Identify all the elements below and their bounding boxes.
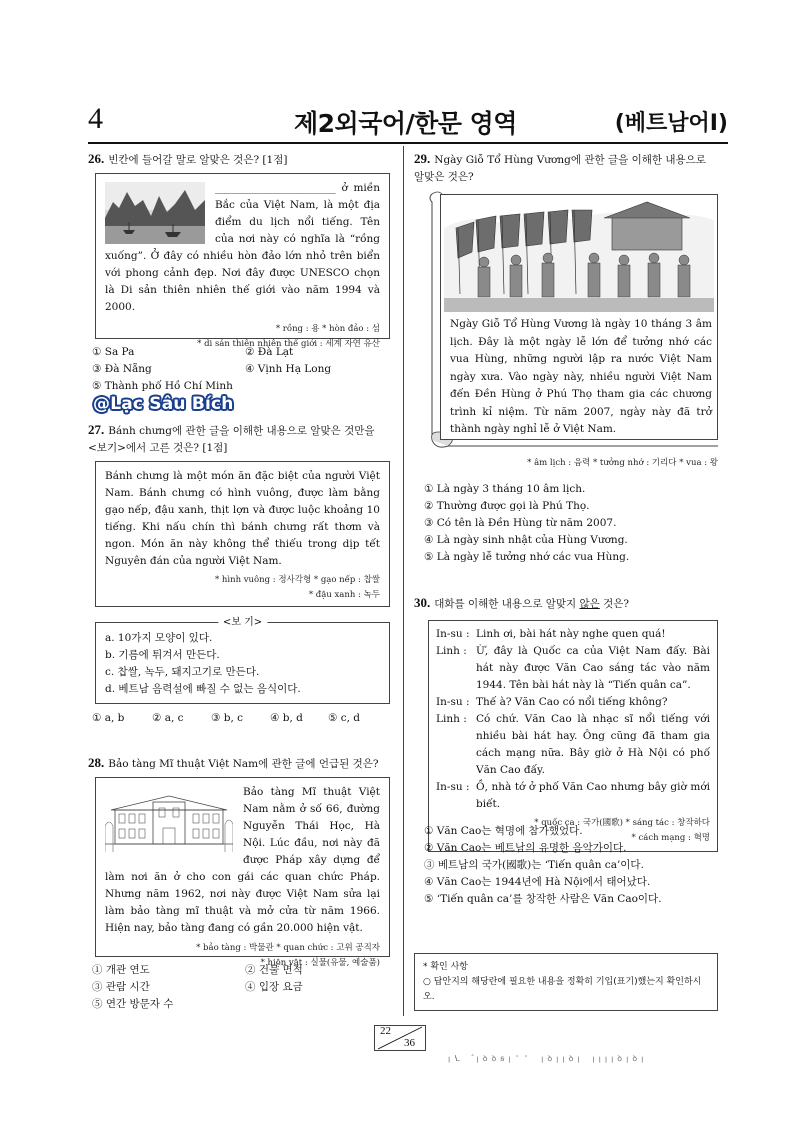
q26-option-2[interactable]: ② Đà Lạt <box>245 346 294 358</box>
fraction-slash-icon <box>374 1025 426 1051</box>
q27-passage-text: Bánh chưng là một món ăn đặc biệt của người Việt Nam. Bánh chưng có hình vuông, được làm bằng gạo nếp, đậu xanh, thịt lợn và được luộc khoảng 10 tiếng. Khi nấu chín thì bánh chưng rất thơm và ngon. Món ăn này không thể thiếu trong dịp tết Nguyên đán của người Việt Nam. <box>105 470 380 567</box>
exam-title: 제2외국어/한문 영역 <box>294 109 517 138</box>
q27-gloss-1: * hình vuông : 정사각형 * gạo nếp : 찹쌀 <box>214 575 380 585</box>
q27-option-3[interactable]: ③ b, c <box>211 712 244 724</box>
q27-bogi-b: b. 기름에 튀겨서 만든다. <box>105 649 220 661</box>
q30-option-2[interactable]: ② Văn Cao는 베트남의 유명한 음악가이다. <box>424 842 627 854</box>
notice-box <box>414 953 718 1011</box>
dialog-text: Ừ, đây là Quốc ca của Việt Nam đấy. Bài hát này được Văn Cao sáng tác vào năm 1944. Tên bài hát này là “Tiến quân ca”. <box>476 645 710 691</box>
q29-number: 29. <box>414 151 431 166</box>
dialog-line <box>436 694 710 711</box>
dialog-text: Có chứ. Văn Cao là nhạc sĩ nổi tiếng với nhiều bài hát hay. Ông cũng đã tham gia cách mạng nữa. Bây giờ ở Hà Nội có phố Văn Cao đấy. <box>476 713 710 776</box>
q29-prompt: 29. Ngày Giỗ Tổ Hùng Vương에 관한 글을 이해한 내용으로 알맞은 것은? <box>414 151 706 183</box>
q29-option-2[interactable]: ② Thường được gọi là Phú Thọ. <box>424 500 590 512</box>
page-number: 4 <box>88 102 103 135</box>
q26-option-5[interactable]: ⑤ Thành phố Hồ Chí Minh <box>92 380 233 392</box>
dialog-speaker: In-su : <box>436 781 470 793</box>
subject-label: (베트남어Ⅰ) <box>614 111 728 136</box>
q26-option-1[interactable]: ① Sa Pa <box>92 346 135 358</box>
q28-option-2[interactable]: ② 건물 면적 <box>245 964 303 976</box>
dialog-speaker: Linh : <box>436 645 467 657</box>
q28-gloss-1: * bảo tàng : 박물관 * quan chức : 고위 공직자 <box>196 943 380 953</box>
q27-bogi-d: d. 베트남 음력설에 빠질 수 없는 음식이다. <box>105 683 301 695</box>
column-divider <box>403 146 404 1016</box>
q27-bogi-c: c. 찹쌀, 녹두, 돼지고기로 만든다. <box>105 666 260 678</box>
q27-prompt: 27. Bánh chưng에 관한 글을 이해한 내용으로 알맞은 것만을 <보기>에서 고른 것은? [1점] <box>88 422 375 454</box>
dialog-speaker: In-su : <box>436 696 470 708</box>
q28-gloss-2: * hiện vật : 실물(유물, 예술품) <box>260 958 380 968</box>
q29-option-3[interactable]: ③ Có tên là Đền Hùng từ năm 2007. <box>424 517 617 529</box>
q30-emphasis: 않은 <box>579 598 600 610</box>
q29-option-5[interactable]: ⑤ Là ngày lễ tưởng nhớ các vua Hùng. <box>424 551 630 563</box>
q26-number: 26. <box>88 151 105 166</box>
hung-king-festival-drawing-icon <box>444 198 714 312</box>
q29-passage-text: Ngày Giỗ Tổ Hùng Vương là ngày 10 tháng 3 âm lịch. Đây là một ngày lễ lớn để tưởng nhớ các vua Hùng, những người lập ra nước Việt Nam ngày xưa. Vào ngày này, nhiều người Việt Nam đến Đền Hùng ở Phú Thọ tham gia các chương trình kỉ niệm. Từ năm 2007, ngày này đã trở thành ngày nghỉ lễ ở Việt Nam. <box>450 318 712 435</box>
q27-bogi-a: a. 10가지 모양이 있다. <box>105 632 213 644</box>
q30-number: 30. <box>414 595 431 610</box>
footer-page-indicator <box>374 1025 426 1051</box>
q29-scroll-frame <box>428 188 718 452</box>
q28-option-5[interactable]: ⑤ 연간 방문자 수 <box>92 998 174 1010</box>
q26-option-3[interactable]: ③ Đà Nẵng <box>92 363 152 375</box>
dialog-line <box>436 779 710 813</box>
footer-code: ꞁꝆ ꜙꞁꝺꝺꞩꞁꞌꞌ ꞁꝺꞁꞁꝺꞁ ꞁꞁꞁꞁꝺꞁꝺꞁ <box>448 1054 648 1063</box>
dialog-speaker: In-su : <box>436 628 470 640</box>
watermark-text: @Lạc Sâu Bích <box>93 394 234 414</box>
q27-option-2[interactable]: ② a, c <box>152 712 184 724</box>
q30-option-5[interactable]: ⑤ ‘Tiến quân ca’를 창작한 사람은 Văn Cao이다. <box>424 893 662 905</box>
museum-building-drawing-icon <box>105 786 233 852</box>
q30-option-4[interactable]: ④ Văn Cao는 1944년에 Hà Nội에서 태어났다. <box>424 876 651 888</box>
footer-page-current: 22 <box>380 1025 391 1037</box>
q30-option-1[interactable]: ① Văn Cao는 혁명에 참가했었다. <box>424 825 583 837</box>
notice-title: * 확인 사항 <box>423 962 468 972</box>
dialog-line <box>436 626 710 643</box>
q26-passage-box <box>95 173 390 349</box>
dialog-text: Thế à? Văn Cao có nổi tiếng không? <box>476 696 668 708</box>
q27-gloss-2: * đậu xanh : 녹두 <box>308 590 380 600</box>
q27-bogi-box <box>95 617 390 704</box>
page-header <box>88 104 728 144</box>
ha-long-bay-photo-icon <box>105 182 205 244</box>
q27-bogi-title: <보 기> <box>218 614 267 631</box>
dialog-speaker: Linh : <box>436 713 467 725</box>
dialog-line <box>436 643 710 694</box>
header-rule <box>88 142 728 144</box>
q30-gloss-2: * cách mạng : 혁명 <box>631 833 710 843</box>
q29-option-4[interactable]: ④ Là ngày sinh nhật của Hùng Vương. <box>424 534 628 546</box>
q27-option-1[interactable]: ① a, b <box>92 712 125 724</box>
q29-option-1[interactable]: ① Là ngày 3 tháng 10 âm lịch. <box>424 483 586 495</box>
q27-number: 27. <box>88 422 105 437</box>
dialog-text: Linh ơi, bài hát này nghe quen quá! <box>476 628 666 640</box>
q26-option-4[interactable]: ④ Vịnh Hạ Long <box>245 363 332 375</box>
q28-option-3[interactable]: ③ 관람 시간 <box>92 981 150 993</box>
q26-prompt: 26. 빈칸에 들어갈 말로 알맞은 것은? [1점] <box>88 151 288 166</box>
dialog-line <box>436 711 710 779</box>
q30-gloss-1: * quốc ca : 국가(國歌) * sáng tác : 창작하다 <box>534 818 710 828</box>
q26-gloss-1: * rồng : 용 * hòn đảo : 섬 <box>275 324 380 334</box>
q27-option-5[interactable]: ⑤ c, d <box>328 712 361 724</box>
q28-number: 28. <box>88 755 105 770</box>
q29-gloss: * âm lịch : 음력 * tưởng nhớ : 기리다 * vua : 왕 <box>527 458 718 468</box>
q28-passage-box <box>95 777 390 968</box>
q30-dialog-box <box>428 620 718 852</box>
q28-passage-text: Bảo tàng Mĩ thuật Việt Nam nằm ở số 66, đường Nguyễn Thái Học, Hà Nội. Lúc đầu, nơi này đã được Pháp xây dựng để làm nơi ăn ở cho con gái các quan chức Pháp. Nhưng năm 1962, nơi này được Việt Nam sửa lại làm bảo tàng mĩ thuật và mở cửa từ năm 1966. Hiện nay, bảo tàng đang có gần 20.000 hiện vật. <box>105 786 380 934</box>
q27-passage-box <box>95 461 390 607</box>
dialog-text: Ồ, nhà tớ ở phố Văn Cao nhưng bây giờ mới biết. <box>476 781 710 810</box>
footer-page-total: 36 <box>404 1037 415 1049</box>
notice-body: ○ 답안지의 해당란에 필요한 내용을 정확히 기입(표기)했는지 확인하시오. <box>423 977 702 1002</box>
q28-option-1[interactable]: ① 개관 연도 <box>92 964 150 976</box>
q28-option-4[interactable]: ④ 입장 요금 <box>245 981 303 993</box>
q28-prompt: 28. Bảo tàng Mĩ thuật Việt Nam에 관한 글에 언급된 것은? <box>88 755 379 770</box>
q30-option-3[interactable]: ③ 베트남의 국가(國歌)는 ‘Tiến quân ca’이다. <box>424 859 644 871</box>
q27-option-4[interactable]: ④ b, d <box>270 712 303 724</box>
q26-passage-text: _______________________ ở miền Bắc của Việt Nam, là một địa điểm du lịch nổi tiếng. Tên của nơi này có nghĩa là “rồng xuống”. Ở đây có nhiều hòn đảo lớn nhỏ trên biển với phong cảnh đẹp. Nơi đây được UNESCO chọn là Di sản thiên nhiên thế giới vào năm 1994 và 2000. <box>105 182 380 313</box>
q30-prompt: 30. 대화를 이해한 내용으로 알맞지 않은 것은? <box>414 595 630 610</box>
q26-gloss-2: * di sản thiên nhiên thế giới : 세계 자연 유산 <box>197 339 380 349</box>
